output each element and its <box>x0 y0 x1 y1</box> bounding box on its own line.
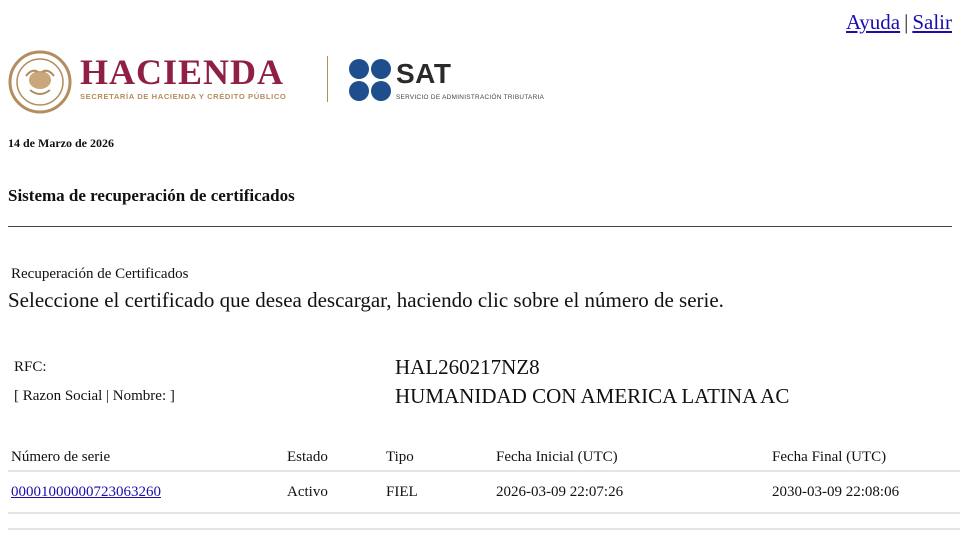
section-label: Recuperación de Certificados <box>11 266 189 282</box>
serial-cell <box>8 471 284 513</box>
certificates-table <box>8 444 960 530</box>
column-header-end-date: Fecha Final (UTC) <box>769 444 960 471</box>
sat-dots-icon <box>348 58 392 102</box>
status-cell: Activo <box>284 471 383 513</box>
sat-logo-text: SAT <box>396 58 452 89</box>
instructions-text: Seleccione el certificado que desea descargar, haciendo clic sobre el número de serie. <box>8 288 724 312</box>
business-name-label: [ Razon Social | Nombre: ] <box>14 388 175 404</box>
table-row <box>8 471 960 513</box>
hacienda-logo-text: HACIENDA <box>80 52 285 92</box>
mexico-seal-icon <box>8 50 72 114</box>
type-cell: FIEL <box>383 471 493 513</box>
top-links <box>846 8 952 36</box>
hacienda-logo-subtitle: SECRETARÍA DE HACIENDA Y CRÉDITO PÚBLICO <box>80 92 287 101</box>
help-link[interactable]: Ayuda <box>846 10 901 34</box>
logo-divider <box>327 56 328 102</box>
system-title: Sistema de recuperación de certificados <box>8 186 295 205</box>
rfc-label: RFC: <box>14 359 47 375</box>
table-spacer-row <box>8 513 960 529</box>
serial-number-link[interactable]: 00001000000723063260 <box>11 483 161 500</box>
header-logos <box>8 44 568 114</box>
column-header-start-date: Fecha Inicial (UTC) <box>493 444 769 471</box>
sat-logo-subtitle: SERVICIO DE ADMINISTRACIÓN TRIBUTARIA <box>396 94 545 101</box>
column-header-status: Estado <box>284 444 383 471</box>
rfc-value: HAL260217NZ8 <box>395 355 540 379</box>
end-date-cell: 2030-03-09 22:08:06 <box>769 471 960 513</box>
column-header-type: Tipo <box>383 444 493 471</box>
column-header-serial: Número de serie <box>8 444 284 471</box>
current-date: 14 de Marzo de 2026 <box>8 136 114 150</box>
logout-link[interactable]: Salir <box>912 10 952 34</box>
table-header-row <box>8 444 960 471</box>
link-separator: | <box>904 10 909 34</box>
start-date-cell: 2026-03-09 22:07:26 <box>493 471 769 513</box>
business-name-value: HUMANIDAD CON AMERICA LATINA AC <box>395 384 790 408</box>
title-divider <box>8 226 952 227</box>
